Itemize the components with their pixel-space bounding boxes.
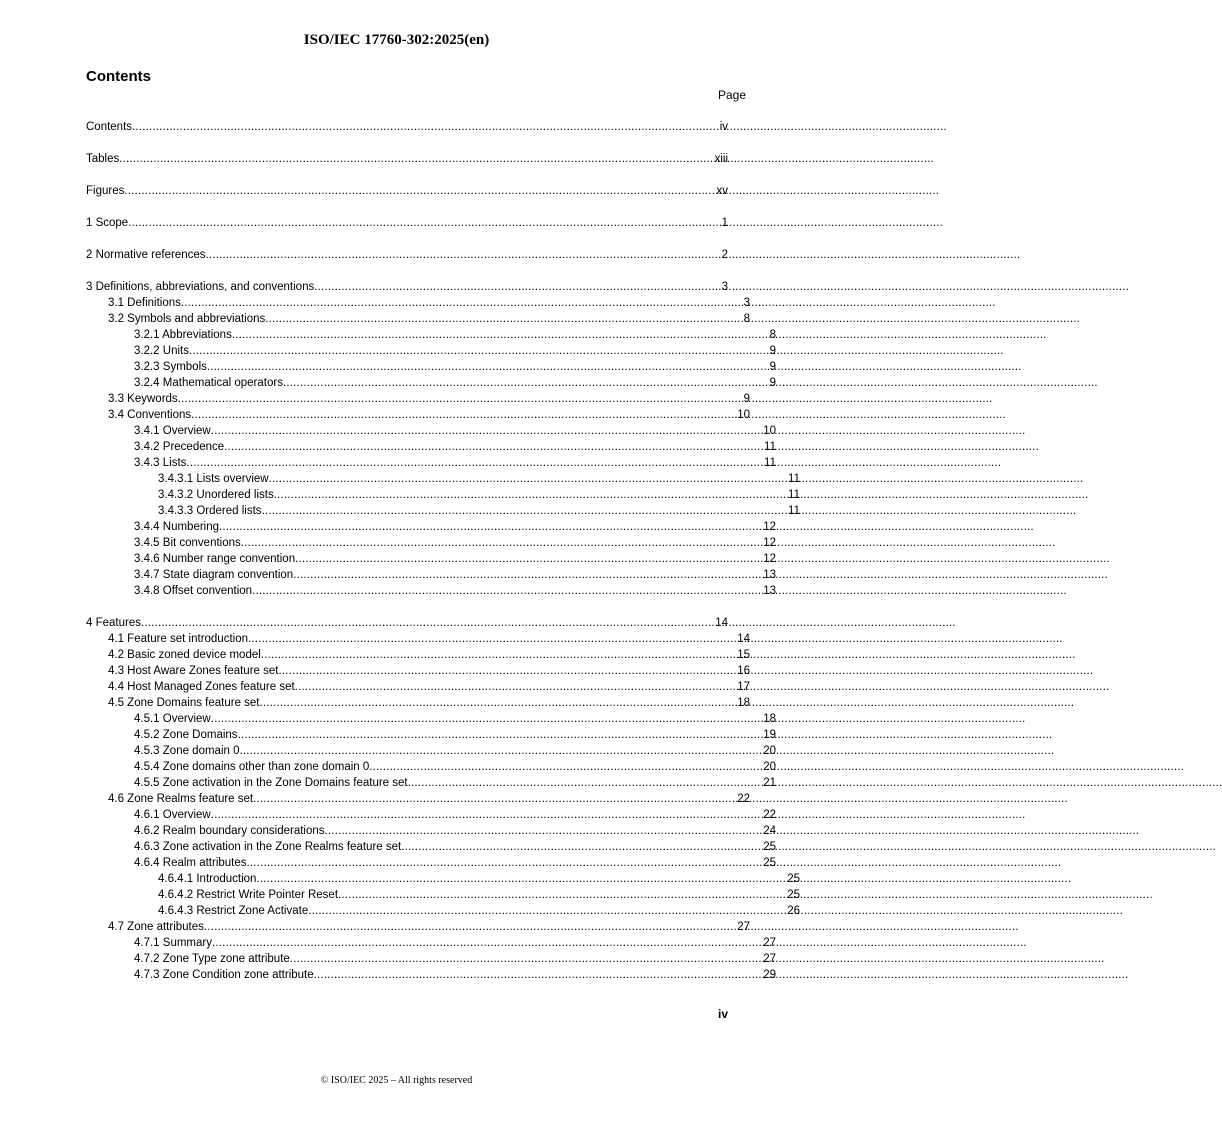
toc-entry[interactable] — [86, 438, 776, 454]
toc-entry-page: 25 — [787, 873, 800, 885]
toc-dot-leader — [295, 681, 738, 694]
toc-dot-leader — [232, 329, 770, 342]
document-header: ISO/IEC 17760-302:2025(en) — [303, 32, 490, 48]
toc-dot-leader — [141, 617, 715, 630]
toc-dot-leader — [132, 121, 720, 134]
toc-entry-title: 3.4.4 Numbering — [134, 521, 220, 533]
toc-dot-leader — [241, 537, 763, 550]
toc-entry-title: 3.4 Conventions — [108, 409, 192, 421]
toc-entry-title: 3.2.3 Symbols — [134, 361, 207, 373]
toc-entry[interactable] — [86, 486, 800, 502]
toc-entry-title: 4.5.3 Zone domain 0 — [134, 745, 240, 757]
toc-dot-leader — [238, 729, 764, 742]
toc-entry-title: 3.4.3.3 Ordered lists — [158, 505, 262, 517]
toc-entry[interactable] — [86, 742, 776, 758]
toc-entry[interactable] — [86, 758, 776, 774]
toc-entry-page: 3 — [721, 281, 728, 293]
toc-entry-title: 4.6.4 Realm attributes — [134, 857, 247, 869]
toc-entry-page: 10 — [763, 425, 776, 437]
toc-entry-page: 24 — [763, 825, 776, 837]
toc-entry-title: 4.5.4 Zone domains other than zone domain 0 — [134, 761, 370, 773]
toc-dot-leader — [338, 889, 787, 902]
toc-entry-page: 22 — [763, 809, 776, 821]
toc-entry[interactable] — [86, 870, 800, 886]
toc-entry-title: 3.4.3 Lists — [134, 457, 187, 469]
toc-entry-page: 19 — [763, 729, 776, 741]
toc-entry[interactable] — [86, 246, 728, 262]
toc-dot-leader — [204, 921, 737, 934]
toc-entry-page: 27 — [763, 953, 776, 965]
toc-entry[interactable] — [86, 470, 800, 486]
toc-entry-page: 20 — [763, 761, 776, 773]
toc-entry-title: Figures — [86, 185, 125, 197]
toc-dot-leader — [261, 649, 737, 662]
toc-dot-leader — [283, 377, 770, 390]
toc-dot-leader — [181, 297, 744, 310]
toc-dot-leader — [269, 473, 788, 486]
toc-dot-leader — [308, 905, 787, 918]
toc-dot-leader — [240, 745, 764, 758]
toc-entry-page: 9 — [743, 393, 750, 405]
toc-entry-title: 3.4.8 Offset convention — [134, 585, 253, 597]
toc-entry[interactable] — [86, 294, 750, 310]
page-column-label: Page — [717, 88, 746, 102]
toc-entry[interactable] — [86, 614, 728, 630]
toc-entry[interactable] — [86, 934, 776, 950]
toc-entry-title: 3.2.2 Units — [134, 345, 189, 357]
toc-entry-page: 20 — [763, 745, 776, 757]
toc-entry[interactable] — [86, 854, 776, 870]
toc-entry-page: 12 — [763, 537, 776, 549]
toc-entry-title: 4.7 Zone attributes — [108, 921, 204, 933]
toc-entry[interactable] — [86, 902, 800, 918]
toc-entry-title: 4.6.2 Realm boundary considerations — [134, 825, 325, 837]
toc-entry-page: iv — [719, 121, 728, 133]
toc-entry-page: xv — [716, 185, 728, 197]
toc-entry-title: 4.5.2 Zone Domains — [134, 729, 238, 741]
toc-entry[interactable] — [86, 406, 750, 422]
toc-dot-leader — [260, 697, 738, 710]
toc-entry-title: 1 Scope — [86, 217, 129, 229]
toc-dot-leader — [128, 217, 721, 230]
toc-entry-page: 8 — [769, 329, 776, 341]
toc-entry[interactable] — [86, 950, 776, 966]
toc-entry[interactable] — [86, 502, 800, 518]
toc-entry-title: 4.3 Host Aware Zones feature set — [108, 665, 279, 677]
toc-entry-page: 29 — [763, 969, 776, 981]
toc-entry[interactable] — [86, 918, 750, 934]
toc-entry-title: 4.6.3 Zone activation in the Zone Realms feature set — [134, 841, 402, 853]
toc-entry-page: 9 — [769, 345, 776, 357]
toc-dot-leader — [206, 249, 722, 262]
toc-entry-title: 4.6 Zone Realms feature set — [108, 793, 254, 805]
toc-dot-leader — [325, 825, 764, 838]
toc-dot-leader — [295, 553, 763, 566]
toc-entry-page: 14 — [715, 617, 728, 629]
toc-dot-leader — [224, 441, 764, 454]
toc-dot-leader — [186, 457, 764, 470]
toc-entry-title: 4 Features — [86, 617, 141, 629]
toc-entry[interactable] — [86, 342, 776, 358]
toc-entry-title: 4.4 Host Managed Zones feature set — [108, 681, 295, 693]
toc-entry-title: 3.4.3.2 Unordered lists — [158, 489, 274, 501]
toc-entry-page: 14 — [737, 633, 750, 645]
toc-entry-title: 2 Normative references — [86, 249, 206, 261]
toc-dot-leader — [408, 777, 764, 790]
toc-entry-page: 11 — [788, 473, 800, 485]
toc-entry-title: 3.4.2 Precedence — [134, 441, 225, 453]
toc-dot-leader — [247, 857, 764, 870]
toc-entry-page: 16 — [737, 665, 750, 677]
toc-entry-page: 10 — [737, 409, 750, 421]
toc-entry[interactable] — [86, 886, 800, 902]
toc-entry[interactable] — [86, 630, 750, 646]
toc-entry-page: 11 — [764, 457, 776, 469]
toc-dot-leader — [278, 665, 737, 678]
toc-dot-leader — [191, 409, 737, 422]
toc-entry-page: 21 — [763, 777, 776, 789]
toc-dot-leader — [262, 505, 788, 518]
toc-dot-leader — [401, 841, 763, 854]
toc-entry-page: 9 — [769, 361, 776, 373]
toc-entry-title: 3.4.5 Bit conventions — [134, 537, 241, 549]
toc-entry-page: 15 — [737, 649, 750, 661]
toc-entry-page: 22 — [737, 793, 750, 805]
toc-entry[interactable] — [86, 518, 776, 534]
toc-entry-page: 25 — [763, 841, 776, 853]
toc-entry[interactable] — [86, 646, 750, 662]
toc-entry-page: 9 — [769, 377, 776, 389]
toc-dot-leader — [248, 633, 737, 646]
toc-dot-leader — [178, 393, 744, 406]
toc-entry[interactable] — [86, 118, 728, 134]
toc-entry[interactable] — [86, 726, 776, 742]
toc-entry[interactable] — [86, 374, 776, 390]
toc-entry[interactable] — [86, 454, 776, 470]
toc-dot-leader — [314, 969, 764, 982]
toc-entry[interactable] — [86, 534, 776, 550]
toc-entry[interactable] — [86, 774, 776, 790]
toc-entry-page: 11 — [764, 441, 776, 453]
toc-dot-leader — [290, 953, 763, 966]
toc-dot-leader — [252, 585, 763, 598]
toc-entry-title: 3.4.1 Overview — [134, 425, 211, 437]
toc-entry-title: 3 Definitions, abbreviations, and conventions — [86, 281, 315, 293]
toc-entry-page: xiii — [714, 153, 728, 165]
toc-entry[interactable] — [86, 582, 776, 598]
toc-entry-title: 4.7.2 Zone Type zone attribute — [134, 953, 290, 965]
toc-dot-leader — [274, 489, 788, 502]
toc-entry-title: 4.1 Feature set introduction — [108, 633, 248, 645]
toc-dot-leader — [211, 809, 764, 822]
toc-dot-leader — [219, 521, 763, 534]
toc-entry-title: 3.4.7 State diagram convention — [134, 569, 294, 581]
toc-entry[interactable] — [86, 422, 776, 438]
toc-entry-title: 3.2.4 Mathematical operators — [134, 377, 283, 389]
toc-entry-title: 4.7.1 Summary — [134, 937, 212, 949]
toc-entry-page: 3 — [743, 297, 750, 309]
toc-entry-title: 4.6.4.1 Introduction — [158, 873, 257, 885]
toc-entry-page: 12 — [763, 553, 776, 565]
toc-entry-page: 26 — [787, 905, 800, 917]
toc-entry-page: 13 — [763, 569, 776, 581]
toc-dot-leader — [314, 281, 721, 294]
toc-dot-leader — [119, 153, 714, 166]
toc-entry-title: 4.6.1 Overview — [134, 809, 211, 821]
toc-dot-leader — [211, 425, 764, 438]
toc-entry-title: 4.5.1 Overview — [134, 713, 211, 725]
toc-entry-title: 4.2 Basic zoned device model — [108, 649, 261, 661]
toc-entry[interactable] — [86, 806, 776, 822]
toc-entry-title: 3.2.1 Abbreviations — [134, 329, 232, 341]
toc-entry-page: 25 — [787, 889, 800, 901]
toc-entry[interactable] — [86, 214, 728, 230]
toc-entry[interactable] — [86, 390, 750, 406]
toc-entry-page: 8 — [743, 313, 750, 325]
toc-entry-title: 4.5.5 Zone activation in the Zone Domains feature set — [134, 777, 408, 789]
toc-entry-title: 4.6.4.3 Restrict Zone Activate — [158, 905, 309, 917]
toc-entry-page: 18 — [737, 697, 750, 709]
toc-entry-title: 4.5 Zone Domains feature set — [108, 697, 260, 709]
toc-entry[interactable] — [86, 358, 776, 374]
toc-entry[interactable] — [86, 838, 776, 854]
toc-entry-title: 3.3 Keywords — [108, 393, 178, 405]
toc-entry-title: Tables — [86, 153, 120, 165]
toc-entry[interactable] — [86, 822, 776, 838]
contents-heading: Contents — [86, 68, 151, 85]
toc-entry-page: 11 — [788, 505, 800, 517]
toc-dot-leader — [189, 345, 770, 358]
toc-entry-title: 3.4.6 Number range convention — [134, 553, 296, 565]
toc-entry-page: 12 — [763, 521, 776, 533]
page-number: iv — [717, 1007, 728, 1021]
toc-entry-page: 25 — [763, 857, 776, 869]
toc-entry-page: 1 — [721, 217, 728, 229]
toc-entry-title: 3.4.3.1 Lists overview — [158, 473, 269, 485]
toc-entry[interactable] — [86, 566, 776, 582]
toc-dot-leader — [369, 761, 763, 774]
toc-entry-page: 18 — [763, 713, 776, 725]
toc-entry-title: 4.7.3 Zone Condition zone attribute — [134, 969, 314, 981]
toc-dot-leader — [256, 873, 787, 886]
toc-entry-page: 17 — [737, 681, 750, 693]
toc-entry[interactable] — [86, 694, 750, 710]
toc-entry-page: 27 — [737, 921, 750, 933]
toc-entry[interactable] — [86, 662, 750, 678]
toc-entry[interactable] — [86, 550, 776, 566]
toc-entry-page: 2 — [721, 249, 728, 261]
toc-entry-title: 4.6.4.2 Restrict Write Pointer Reset — [158, 889, 339, 901]
toc-dot-leader — [293, 569, 763, 582]
toc-dot-leader — [124, 185, 716, 198]
toc-entry[interactable] — [86, 150, 728, 166]
copyright-footer: © ISO/IEC 2025 – All rights reserved — [320, 1075, 473, 1086]
toc-entry[interactable] — [86, 678, 750, 694]
toc-dot-leader — [253, 793, 737, 806]
toc-dot-leader — [265, 313, 743, 326]
toc-entry[interactable] — [86, 790, 750, 806]
toc-entry[interactable] — [86, 182, 728, 198]
toc-dot-leader — [211, 713, 764, 726]
toc-dot-leader — [207, 361, 770, 374]
toc-entry-title: Contents — [86, 121, 133, 133]
toc-entry[interactable] — [86, 310, 750, 326]
toc-entry-page: 11 — [788, 489, 800, 501]
toc-entry[interactable] — [86, 326, 776, 342]
toc-dot-leader — [212, 937, 763, 950]
toc-entry[interactable] — [86, 966, 776, 982]
toc-entry-page: 27 — [763, 937, 776, 949]
toc-entry-title: 3.2 Symbols and abbreviations — [108, 313, 266, 325]
toc-entry[interactable] — [86, 278, 728, 294]
toc-entry[interactable] — [86, 710, 776, 726]
toc-entry-title: 3.1 Definitions — [108, 297, 181, 309]
toc-entry-page: 13 — [763, 585, 776, 597]
